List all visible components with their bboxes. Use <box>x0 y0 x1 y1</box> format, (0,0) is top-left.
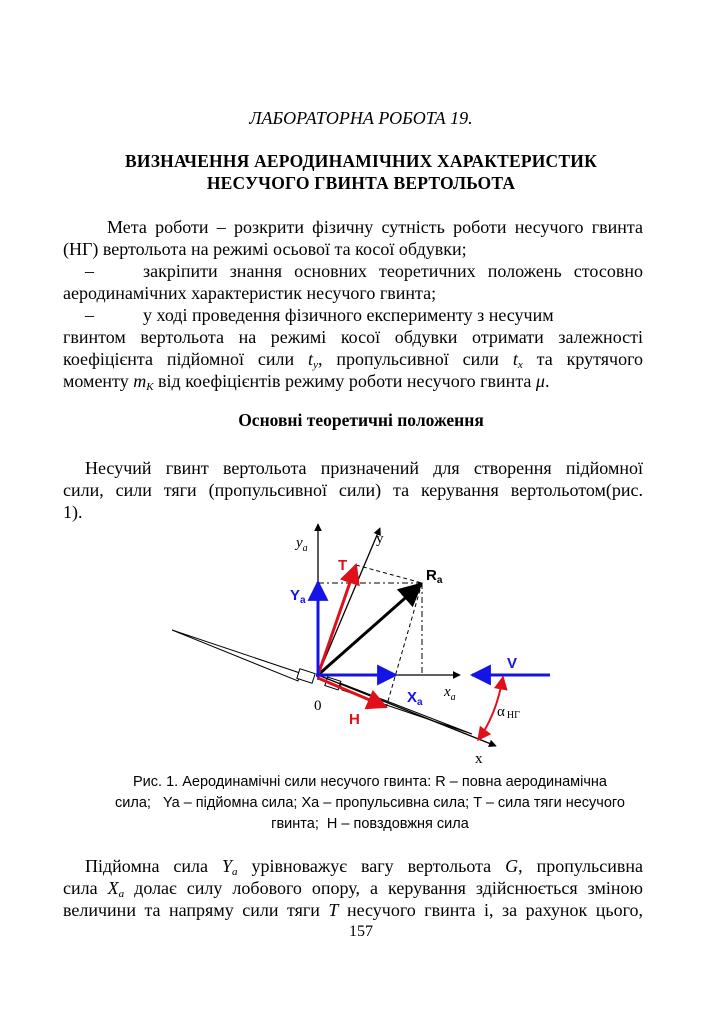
label-thrust-t: T <box>338 557 348 574</box>
goal-item1-line2: аеродинамічних характеристик несучого гвинта; <box>63 283 437 303</box>
x-axis <box>318 675 496 746</box>
label-x-axis: x <box>475 751 483 767</box>
intro-line3: 1). <box>63 502 83 522</box>
label-angle-alpha: αНГ <box>497 704 520 721</box>
hforce-vector-h <box>318 678 386 707</box>
section-heading: Основні теоретичні положення <box>238 410 484 430</box>
figure-caption <box>90 772 650 835</box>
rotor-blade-left <box>172 630 315 683</box>
label-resultant-ra: $R_a$ <box>426 567 443 586</box>
label-y-axis: y <box>376 531 384 547</box>
caption-line3: гвинта; H – повздовжня сила <box>271 816 469 832</box>
page-number: 157 <box>349 923 373 940</box>
label-velocity-v: V <box>507 655 518 672</box>
label-origin: 0 <box>314 698 322 714</box>
rotor-force-diagram <box>160 520 560 770</box>
y-axis <box>318 528 380 675</box>
label-hforce-h: H <box>349 711 360 728</box>
goal-line2: (НГ) вертольота на режимі осьової та косої обдувки; <box>63 239 467 259</box>
main-title-line2: НЕСУЧОГО ГВИНТА ВЕРТОЛЬОТА <box>206 173 516 193</box>
caption-line2: сила; Ya – підйомна сила; Xa – пропульсивна сила; T – сила тяги несучого <box>115 795 625 811</box>
goal-item1-line1: закріпити знання основних теоретичних положень стосовно <box>143 261 643 281</box>
body2-line3: величини та напряму сили тяги T несучого гвинта і, за рахунок цього, <box>63 900 644 920</box>
goal-line1: Мета роботи – розкрити фізичну сутність роботи несучого гвинта <box>107 217 643 237</box>
main-title-line1: ВИЗНАЧЕННЯ АЕРОДИНАМІЧНИХ ХАРАКТЕРИСТИК <box>125 151 597 171</box>
label-propulsive-xa: $X_a$ <box>407 689 423 708</box>
goal-item1-dash: – <box>85 261 94 281</box>
goal-item2-line3: коефіцієнта підйомної сили $t_y$, пропульсивної сили $t_x$ та крутячого <box>63 349 644 371</box>
goal-item2-line4: моменту $m_K$ від коефіцієнтів режиму роботи несучого гвинта μ. <box>63 371 550 393</box>
lab-title: ЛАБОРАТОРНА РОБОТА 19. <box>249 108 473 128</box>
caption-line1: Рис. 1. Аеродинамічні сили несучого гвинта: R – повна аеродинамічна <box>133 774 607 790</box>
label-ya-axis: $y_a$ <box>296 535 308 554</box>
label-xa-axis: $x_a$ <box>444 684 456 703</box>
goal-item2-line2: гвинтом вертольота на режимі косої обдувки отримати залежності <box>63 327 643 347</box>
body2-line1: Підйомна сила $Y_a$ урівноважує вагу вертольота G, пропульсивна <box>85 856 644 878</box>
goal-item2-line1: у ході проведення фізичного експерименту з несучим <box>143 305 554 325</box>
main-title <box>0 150 722 194</box>
label-lift-ya: $Y_a$ <box>290 587 306 606</box>
body2-line2: сила $X_a$ долає силу лобового опору, а керування здійснюється зміною <box>63 878 643 900</box>
intro-line1: Несучий гвинт вертольота призначений для створення підйомної <box>85 458 643 478</box>
goal-item2-dash: – <box>85 305 94 325</box>
intro-line2: сили, сили тяги (пропульсивної сили) та керування вертольотом(рис. <box>63 480 643 500</box>
